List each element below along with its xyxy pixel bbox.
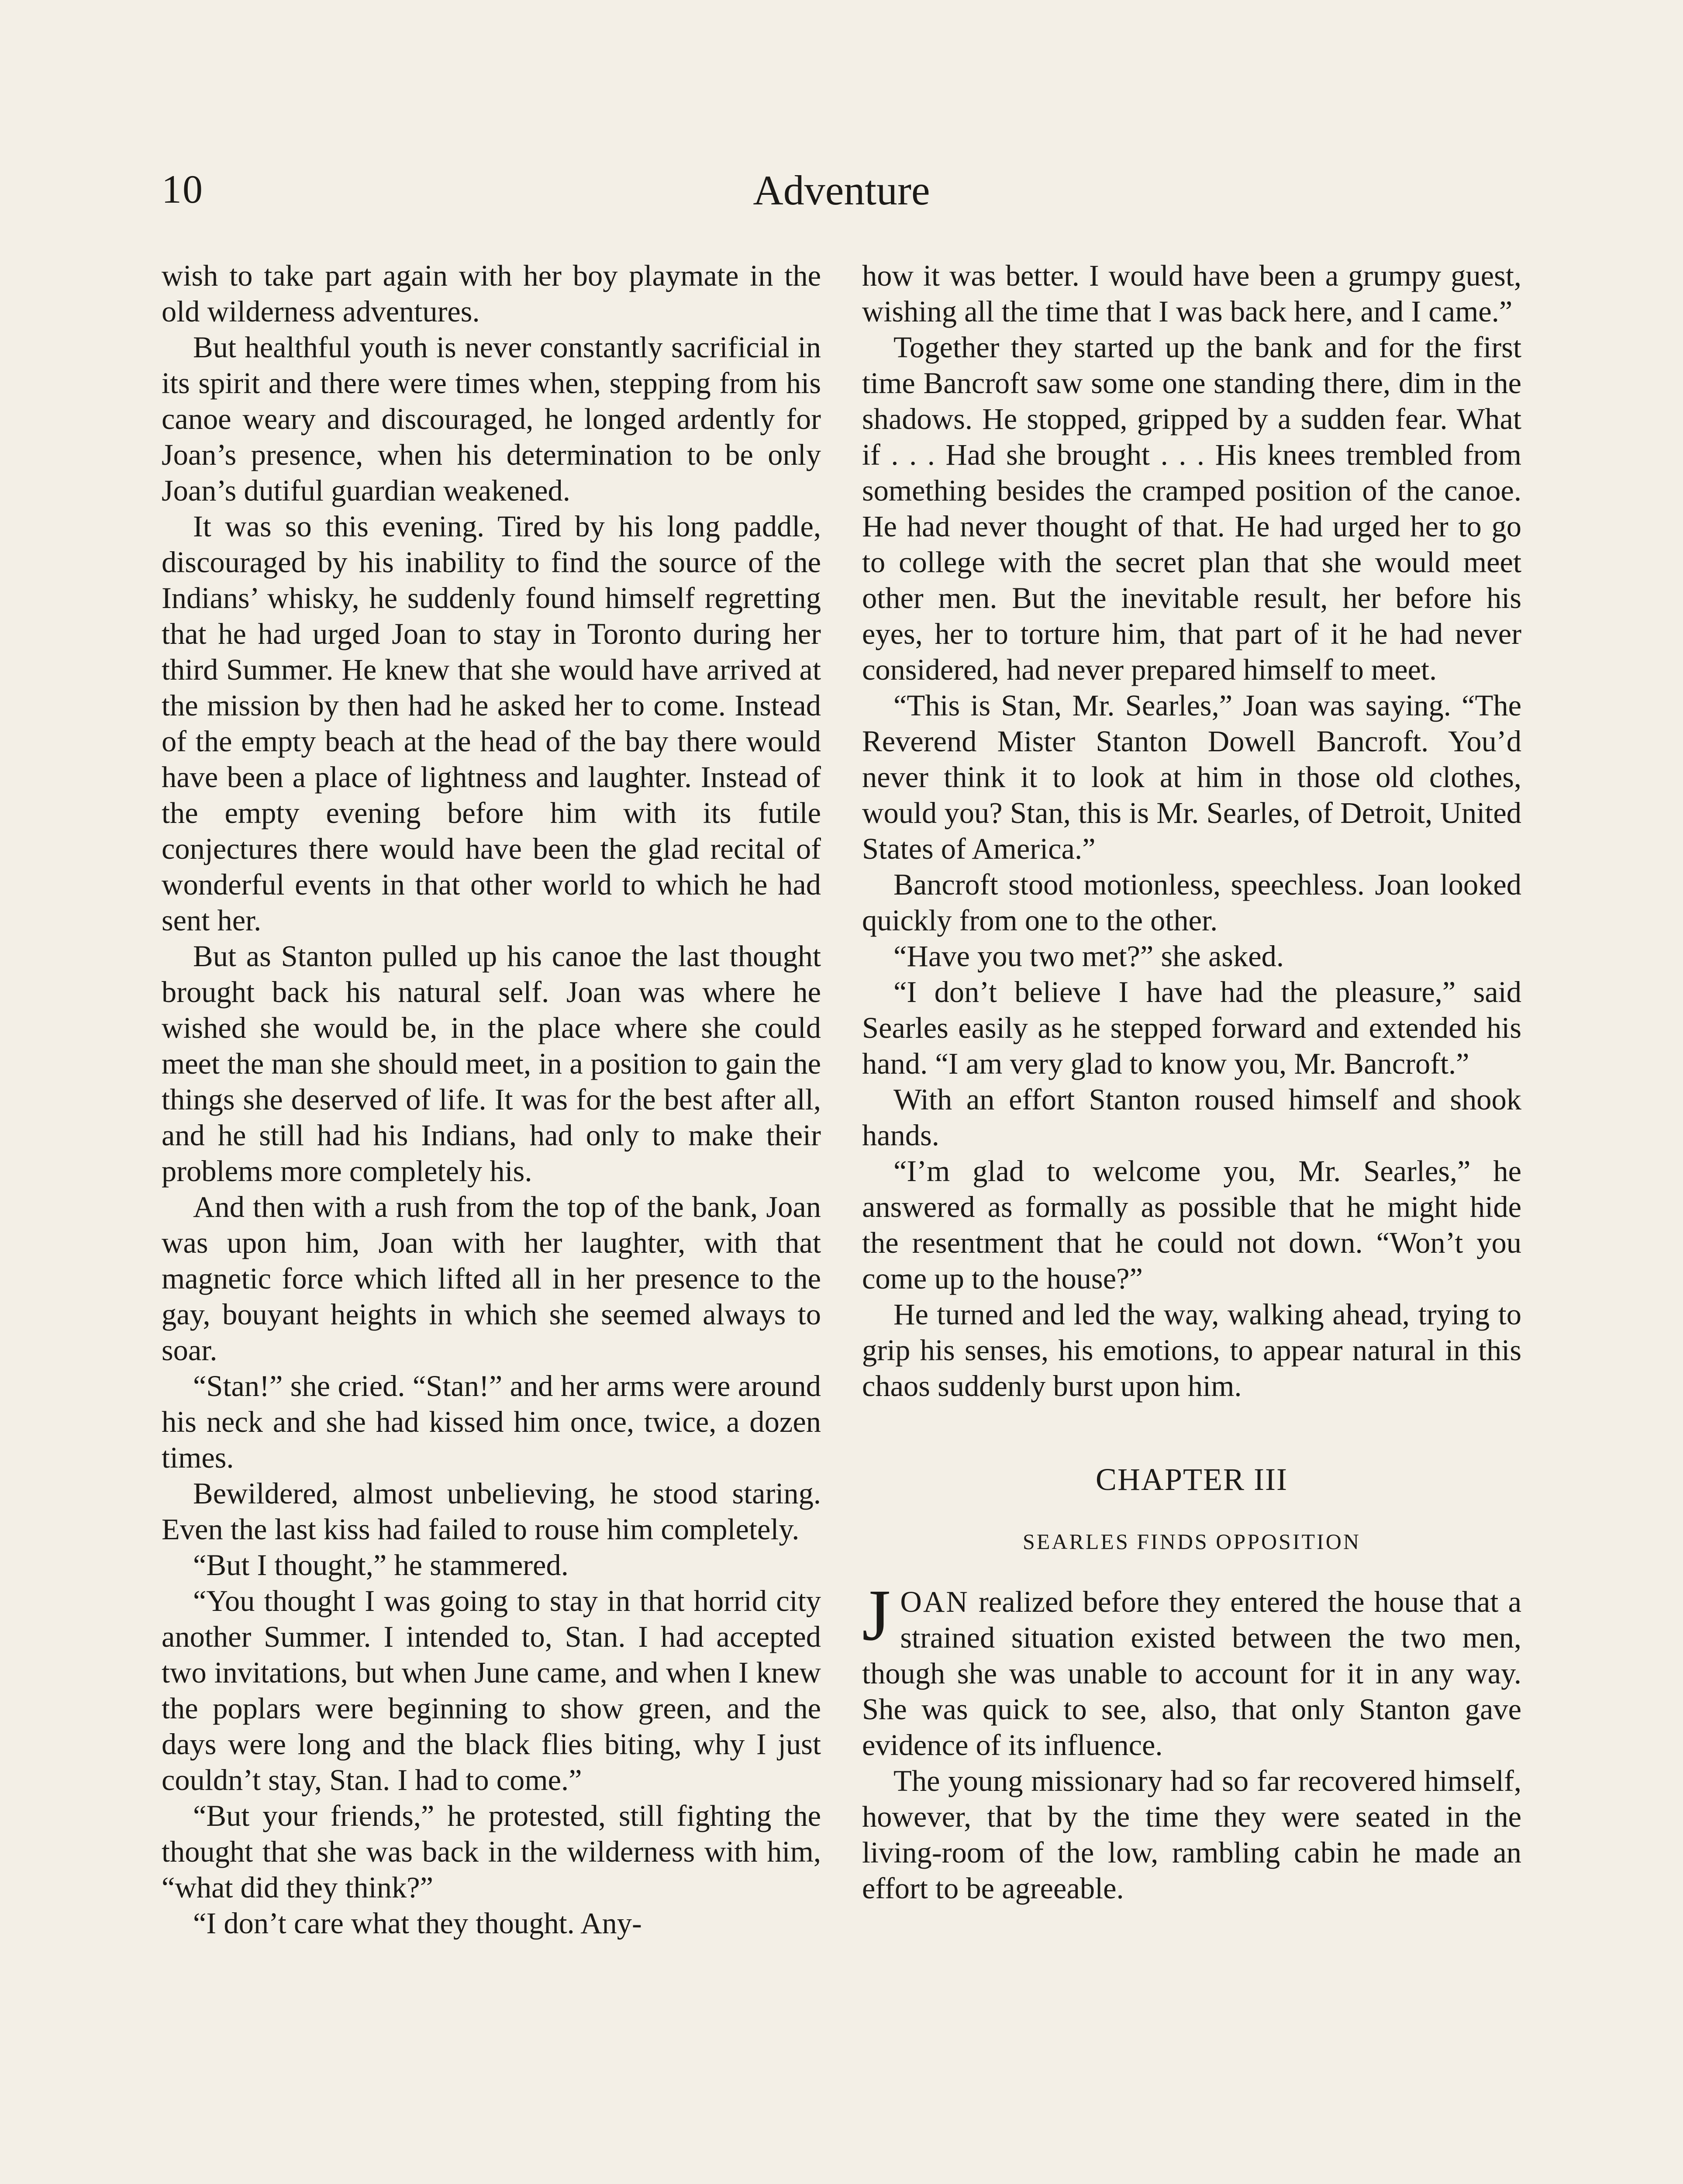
running-title: Adventure — [753, 167, 930, 214]
paragraph: “But your friends,” he protested, still fighting the thought that she was back in the wilderness with him, “what did they think?” — [162, 1799, 821, 1904]
chapter-opening-paragraph — [862, 1575, 1521, 1763]
paragraph: “You thought I was going to stay in that horrid city another Summer. I intended to, Stan. I had accepted two invitations, but when June came, and when I knew the poplars were beginning to show green, and the days were long and the black flies biting, why I just couldn’t stay, Stan. I had to come.” — [162, 1584, 821, 1797]
paragraph: “Have you two met?” she asked. — [893, 940, 1284, 973]
paragraph: He turned and led the way, walking ahead, trying to grip his senses, his emotions, to appear natural in this chaos suddenly burst upon him. — [862, 1298, 1521, 1403]
paragraph: “But I thought,” he stammered. — [193, 1548, 569, 1582]
paragraph: “This is Stan, Mr. Searles,” Joan was saying. “The Reverend Mister Stanton Dowell Bancroft. You’d never think it to look at him in those old clothes, would you? Stan, this is Mr. Searles, of Detroit, United States of America.” — [862, 689, 1521, 865]
lead-caps: OAN — [900, 1585, 969, 1618]
paragraph: And then with a rush from the top of the bank, Joan was upon him, Joan with her laughter, with that magnetic force which lifted all in her presence to the gay, bouyant heights in which she seemed always to soar. — [162, 1190, 821, 1367]
paragraph: The young missionary had so far recovered himself, however, that by the time they were seated in the living-room of the low, rambling cabin he made an effort to be agreeable. — [862, 1764, 1521, 1905]
right-column — [862, 258, 1521, 1906]
drop-cap: J — [862, 1575, 891, 1656]
page-header — [162, 166, 1521, 227]
opening-text: realized before they entered the house that a strained situation existed between the two men, though she was unable to account for it in any way. She was quick to see, also, that only Stanton gave evidence of its influence. — [862, 1585, 1521, 1762]
paragraph: It was so this evening. Tired by his long paddle, discouraged by his inability to find the source of the Indians’ whisky, he suddenly found himself regretting that he had urged Joan to stay in Toronto during her third Summer. He knew that she would have arrived at the mission by then had he asked her to come. Instead of the empty beach at the head of the bay there would have been a place of lightness and laughter. Instead of the empty evening before him with its futile conjectures there would have been the glad recital of wonderful events in that other world to which he had sent her. — [162, 510, 821, 937]
page-number: 10 — [162, 167, 203, 211]
paragraph: how it was better. I would have been a grumpy guest, wishing all the time that I was back here, and I came.” — [862, 259, 1521, 328]
paragraph: “Stan!” she cried. “Stan!” and her arms were around his neck and she had kissed him once, twice, a dozen times. — [162, 1369, 821, 1474]
chapter-subtitle: SEARLES FINDS OPPOSITION — [1023, 1529, 1361, 1554]
paragraph: “I don’t believe I have had the pleasure,” said Searles easily as he stepped forward and extended his hand. “I am very glad to know you, Mr. Bancroft.” — [862, 975, 1521, 1080]
paragraph: “I don’t care what they thought. Any- — [193, 1907, 642, 1940]
paragraph: Bancroft stood motionless, speechless. Joan looked quickly from one to the other. — [862, 868, 1521, 937]
paragraph: “I’m glad to welcome you, Mr. Searles,” he answered as formally as possible that he might hide the resentment that he could not down. “Won’t you come up to the house?” — [862, 1154, 1521, 1295]
paragraph: Bewildered, almost unbelieving, he stood staring. Even the last kiss had failed to rouse him completely. — [162, 1477, 821, 1546]
chapter-title: CHAPTER III — [1096, 1462, 1288, 1497]
paragraph: But as Stanton pulled up his canoe the last thought brought back his natural self. Joan was where he wished she would be, in the place where she could meet the man she should meet, in a position to gain the things she deserved of life. It was for the best after all, and he still had his Indians, had only to make their problems more completely his. — [162, 940, 821, 1188]
paragraph: But healthful youth is never constantly sacrificial in its spirit and there were times when, stepping from his canoe weary and discouraged, he longed ardently for Joan’s presence, when his determination to be only Joan’s dutiful guardian weakened. — [162, 331, 821, 507]
paragraph: wish to take part again with her boy playmate in the old wilderness adventures. — [162, 259, 821, 328]
paragraph: Together they started up the bank and for the first time Bancroft saw some one standing there, dim in the shadows. He stopped, gripped by a sudden fear. What if . . . Had she brought . . . His knees trembled from something besides the cramped position of the canoe. He had never thought of that. He had urged her to go to college with the secret plan that she would meet other men. But the inevitable result, her before his eyes, her to torture him, that part of it he had never considered, had never prepared himself to meet. — [862, 331, 1521, 686]
paragraph: With an effort Stanton roused himself and shook hands. — [862, 1083, 1521, 1152]
left-column — [162, 258, 821, 1941]
